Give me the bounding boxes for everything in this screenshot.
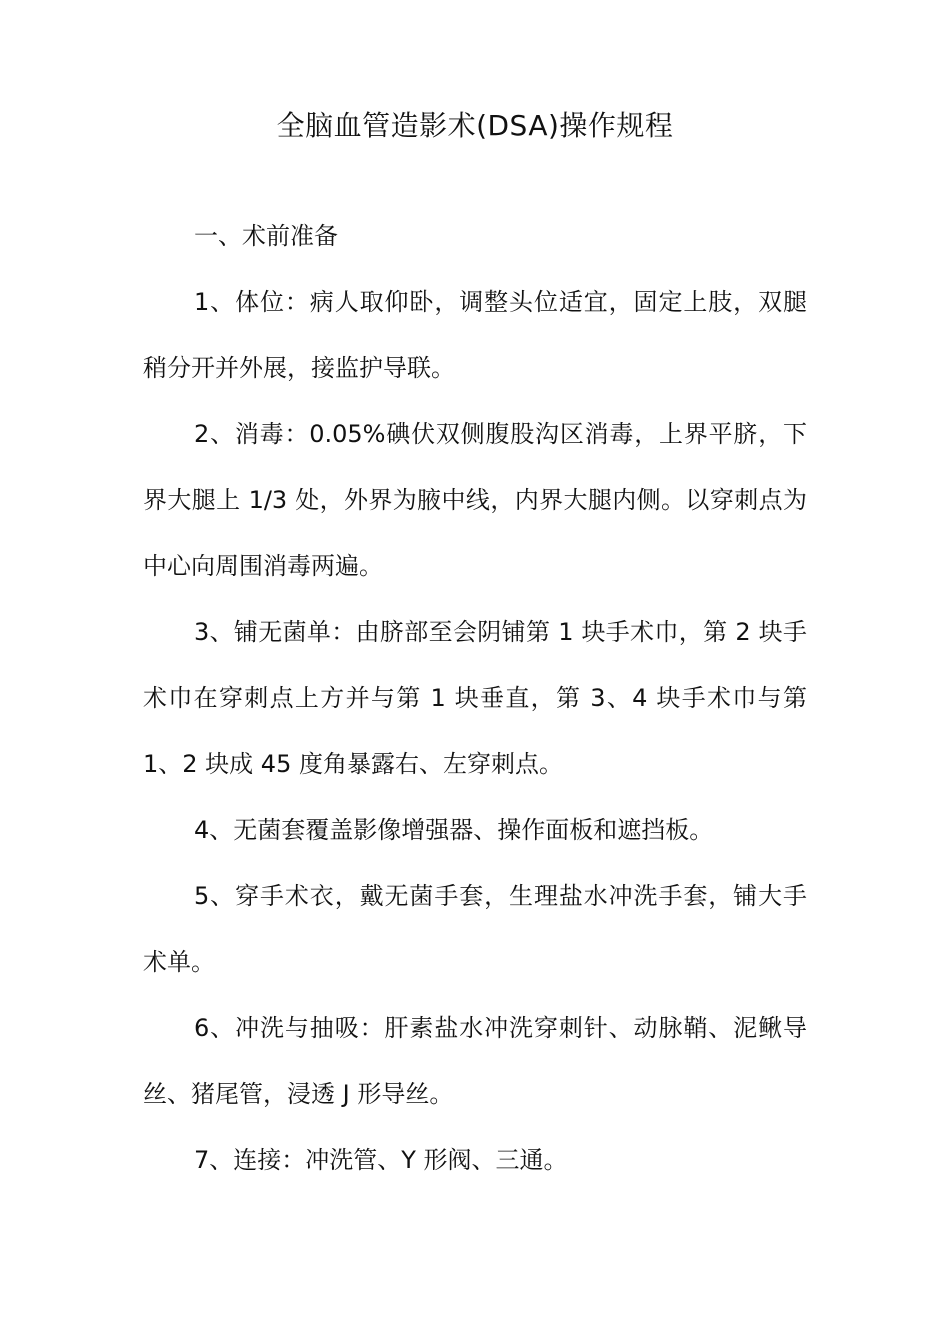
paragraph-positioning: 1、体位：病人取仰卧，调整头位适宜，固定上肢，双腿稍分开并外展，接监护导联。 xyxy=(143,288,807,382)
document-title: 全脑血管造影术(DSA)操作规程 xyxy=(276,109,674,142)
paragraph-disinfection: 2、消毒：0.05%碘伏双侧腹股沟区消毒，上界平脐，下界大腿上 1/3 处，外界为腋中线，内界大腿内侧。以穿刺点为中心向周围消毒两遍。 xyxy=(143,420,807,580)
paragraph-sterile-drapes: 3、铺无菌单：由脐部至会阴铺第 1 块手术巾，第 2 块手术巾在穿刺点上方并与第 1 块垂直，第 3、4 块手术巾与第 1、2 块成 45 度角暴露右、左穿刺点。 xyxy=(143,618,807,778)
paragraph-sterile-covers: 4、无菌套覆盖影像增强器、操作面板和遮挡板。 xyxy=(194,816,714,844)
paragraph-connection: 7、连接：冲洗管、Y 形阀、三通。 xyxy=(194,1146,568,1174)
paragraph-gowning: 5、穿手术衣，戴无菌手套，生理盐水冲洗手套，铺大手术单。 xyxy=(143,882,807,976)
paragraph-flushing: 6、冲洗与抽吸：肝素盐水冲洗穿刺针、动脉鞘、泥鳅导丝、猪尾管，浸透 J 形导丝。 xyxy=(143,1014,807,1108)
section-heading: 一、术前准备 xyxy=(194,222,338,250)
document-body xyxy=(143,203,807,1193)
